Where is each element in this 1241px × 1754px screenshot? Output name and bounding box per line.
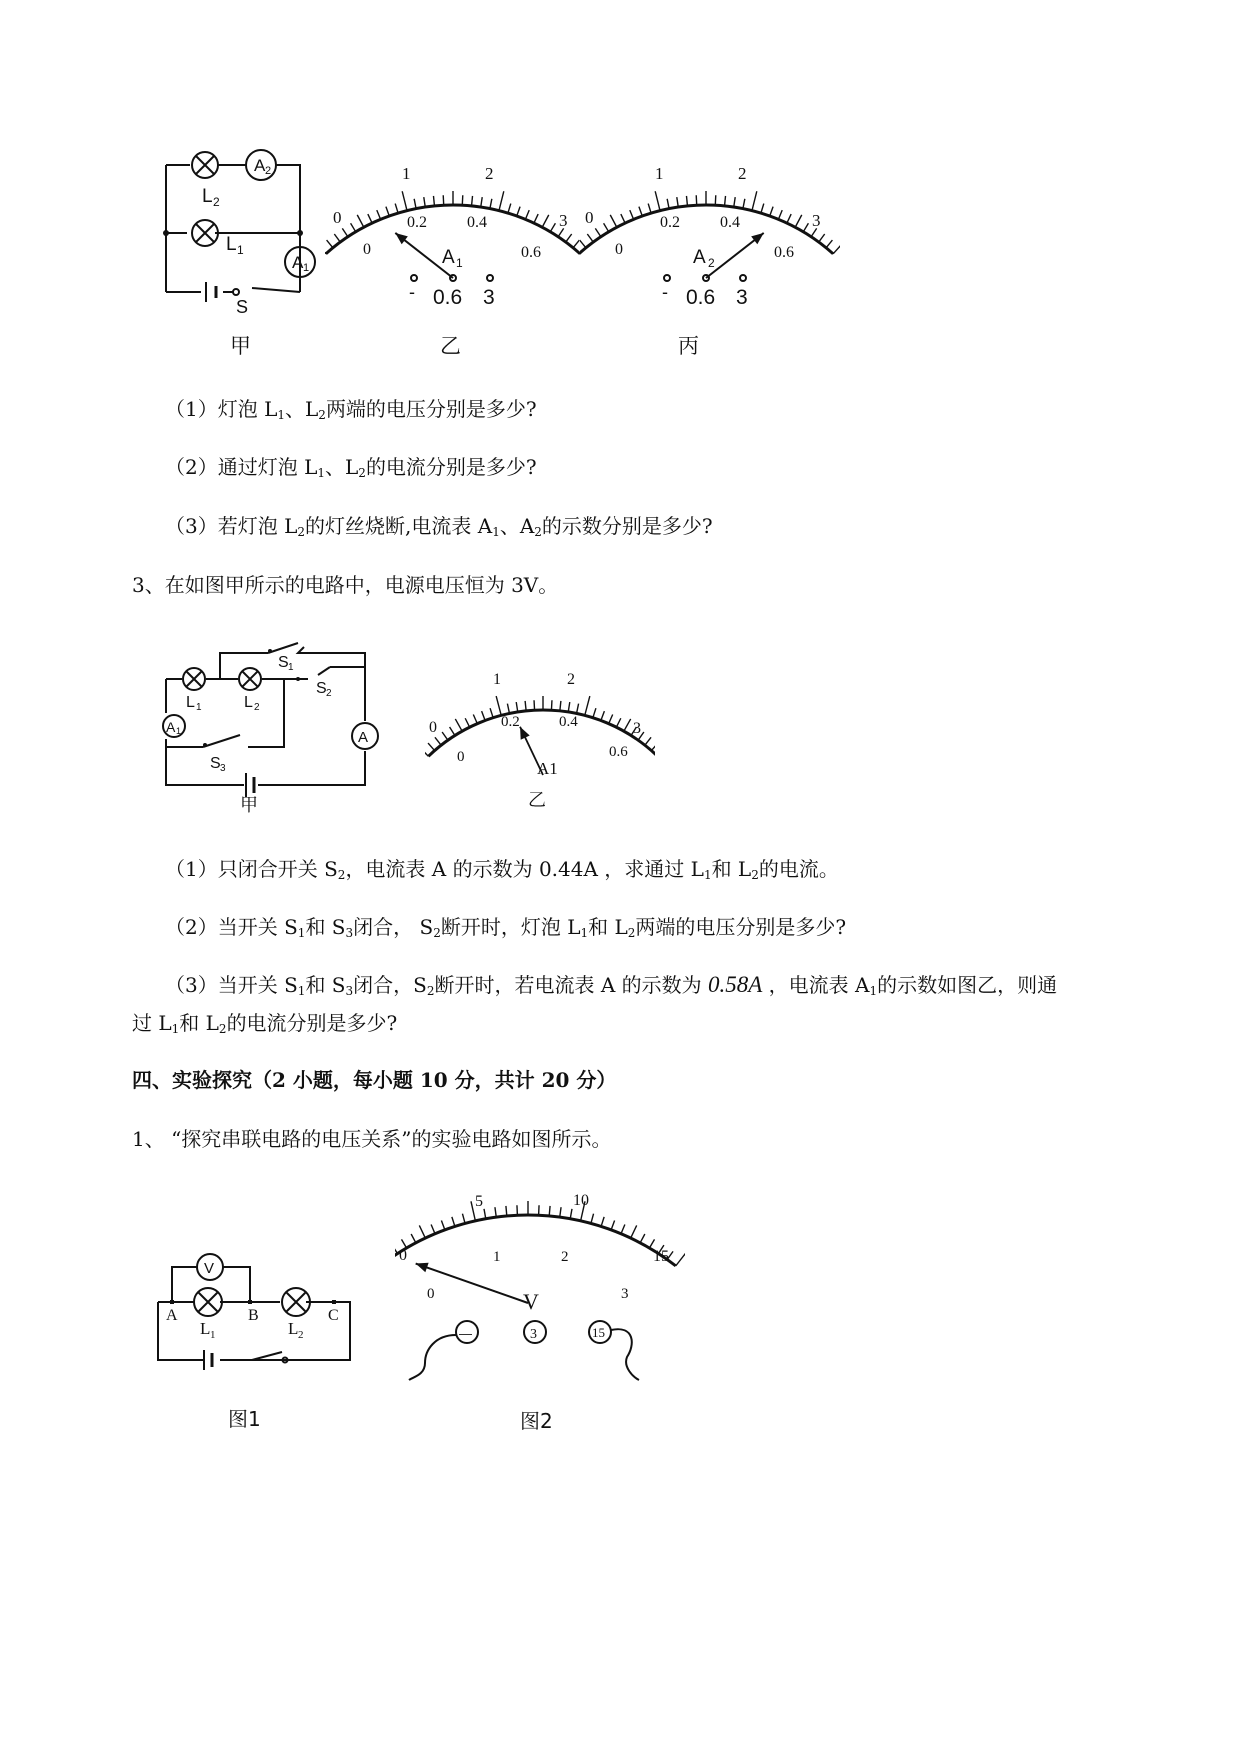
dial-tick xyxy=(795,215,802,227)
dial-tick xyxy=(651,743,655,751)
svg-text:1: 1 xyxy=(655,164,664,183)
dial-tick xyxy=(395,204,398,214)
top-tick-labels xyxy=(585,164,821,230)
dial-tick xyxy=(577,704,579,714)
svg-text:0: 0 xyxy=(429,719,437,736)
q3-part3-cont: 过 $L_1$和 $L_2$的电流分别是多少? xyxy=(132,1011,398,1036)
dial-tick xyxy=(587,234,593,242)
svg-text:C: C xyxy=(328,1307,339,1324)
caption-jia: 甲 xyxy=(230,334,251,358)
dial-tick xyxy=(506,1206,507,1216)
dial-tick xyxy=(609,714,613,723)
dial-tick xyxy=(496,696,501,715)
meter-name: A xyxy=(693,247,706,268)
svg-text:2: 2 xyxy=(254,702,260,713)
top-tick-labels xyxy=(333,164,568,230)
top-tick-labels xyxy=(429,671,641,737)
dial-tick xyxy=(631,1225,637,1238)
dial-tick xyxy=(593,708,596,718)
svg-text:0.6: 0.6 xyxy=(774,244,794,261)
dial-tick xyxy=(778,210,782,219)
dial-tick xyxy=(585,696,590,715)
svg-text:1: 1 xyxy=(303,262,310,274)
dial-tick xyxy=(551,700,552,710)
svg-text:0: 0 xyxy=(363,241,371,258)
circuit-diagram-jia-2 xyxy=(158,635,388,820)
dial-tick xyxy=(573,240,579,248)
dial-tick xyxy=(743,199,745,209)
lamp-L2-icon xyxy=(282,1288,310,1316)
dial-tick xyxy=(752,191,757,210)
svg-text:A: A xyxy=(166,1307,178,1324)
svg-text:1: 1 xyxy=(196,702,202,713)
label-S1: S xyxy=(278,654,289,671)
dial-tick xyxy=(826,240,832,248)
svg-text:0: 0 xyxy=(615,241,623,258)
top-tick-labels xyxy=(399,1192,669,1265)
dial-tick xyxy=(499,191,504,210)
dial-tick xyxy=(482,711,486,720)
svg-text:2: 2 xyxy=(485,164,494,183)
dial-tick xyxy=(624,719,631,731)
dial-tick xyxy=(534,700,535,710)
dial-tick xyxy=(525,701,526,711)
section4-q1: 1、 “探究串联电路的电压关系”的实验电路如图所示。 xyxy=(132,1127,612,1151)
dial-tick xyxy=(517,207,520,216)
dial-tick xyxy=(570,1209,572,1219)
q2-part1: （1）灯泡 $L_1$、$L_2$两端的电压分别是多少? xyxy=(165,397,537,422)
svg-text:L: L xyxy=(200,1319,211,1338)
svg-text:0: 0 xyxy=(457,749,465,765)
q3-part2: （2）当开关 $S_1$和 $S_3$闭合， $S_2$断开时，灯泡 $L_1$和 $L_2$两端的电压分别是多少? xyxy=(165,915,847,940)
svg-text:L: L xyxy=(186,694,195,711)
dial-tick xyxy=(327,240,333,248)
needle-arrowhead xyxy=(751,233,764,244)
dial-tick xyxy=(542,215,549,227)
svg-text:0: 0 xyxy=(399,1247,407,1264)
circuit-diagram-jia-1 xyxy=(160,140,330,340)
dial-tick xyxy=(465,718,469,727)
dial-tick xyxy=(357,215,364,227)
switch-S-icon xyxy=(233,289,239,295)
svg-text:15: 15 xyxy=(592,1325,605,1340)
dial-tick xyxy=(819,234,825,242)
q3-part1: （1）只闭合开关 $S_2$，电流表 A 的示数为 0.44A ，求通过 $L_1$和 $L_2$的电流。 xyxy=(165,857,839,882)
dial-tick xyxy=(630,210,634,219)
dial-tick xyxy=(419,1225,425,1238)
dial-tick xyxy=(473,714,477,723)
dial-tick xyxy=(787,214,791,223)
dial-tick xyxy=(534,214,538,223)
q2-part2: （2）通过灯泡 $L_1$、$L_2$的电流分别是多少? xyxy=(165,455,537,480)
dial-tick xyxy=(472,196,473,206)
svg-text:10: 10 xyxy=(573,1192,589,1209)
dial-arc xyxy=(395,1215,676,1266)
dial-tick xyxy=(525,210,529,219)
caption-fig1: 图1 xyxy=(228,1407,261,1431)
dial-tick xyxy=(803,223,808,232)
dial-tick xyxy=(601,711,605,720)
label-S: S xyxy=(236,297,249,317)
svg-text:3: 3 xyxy=(812,211,821,230)
dial-tick xyxy=(368,214,372,223)
svg-text:3: 3 xyxy=(530,1327,537,1342)
svg-text:L: L xyxy=(244,694,253,711)
svg-text:0.2: 0.2 xyxy=(407,214,427,231)
dial-tick xyxy=(591,1214,594,1224)
meter-name: A1 xyxy=(537,759,558,778)
ammeter-dial-bing xyxy=(580,150,840,320)
svg-text:0.4: 0.4 xyxy=(467,214,487,231)
terminal-minus: - xyxy=(662,282,668,302)
dial-tick xyxy=(325,239,326,254)
dial-tick xyxy=(640,1234,645,1243)
svg-text:2: 2 xyxy=(298,1329,304,1341)
dial-tick xyxy=(568,702,570,712)
dial-tick xyxy=(450,727,455,735)
svg-text:3: 3 xyxy=(633,720,641,737)
svg-text:1: 1 xyxy=(237,243,244,257)
dial-tick xyxy=(560,701,561,711)
label-L1: L xyxy=(226,234,237,255)
dial-tick xyxy=(386,207,389,216)
dial-tick xyxy=(550,223,555,232)
meter-name: V xyxy=(523,1289,539,1314)
caption-jia-2: 甲 xyxy=(240,795,258,815)
ammeter-dial-yi xyxy=(325,150,585,320)
dial-tick xyxy=(442,732,448,740)
terminal-3: 3 xyxy=(483,286,495,309)
lamp-L2-icon xyxy=(239,668,261,690)
dial-tick xyxy=(580,240,586,248)
dial-tick xyxy=(431,1225,435,1234)
needle-arrowhead xyxy=(416,1263,429,1272)
svg-text:0: 0 xyxy=(333,208,342,227)
dial-tick xyxy=(377,210,381,219)
q3-part3: （3）当开关 $S_1$和 $S_3$闭合，$S_2$断开时，若电流表 A 的示数为 0.58A ，电流表 $A_1$的示数如图乙，则通 xyxy=(165,972,1058,998)
dial-tick xyxy=(639,207,642,216)
circuit-figure-1 xyxy=(150,1230,370,1370)
q2-part3: （3）若灯泡 $L_2$的灯丝烧断,电流表 $A_1$、$A_2$的示数分别是多少? xyxy=(165,514,713,539)
svg-text:L: L xyxy=(288,1319,299,1338)
svg-text:2: 2 xyxy=(567,671,575,688)
svg-text:2: 2 xyxy=(561,1249,569,1265)
lamp-L1-icon xyxy=(192,220,218,246)
battery-icon xyxy=(204,1350,212,1370)
svg-text:2: 2 xyxy=(213,195,220,209)
dial-tick xyxy=(667,199,669,209)
needle-arrowhead xyxy=(395,233,408,244)
dial-tick xyxy=(507,704,509,714)
label-L2: L xyxy=(202,186,213,207)
voltmeter-dial-fig2 xyxy=(395,1185,685,1385)
dial-tick xyxy=(616,718,620,727)
dial-tick xyxy=(334,234,340,242)
svg-text:3: 3 xyxy=(559,211,568,230)
svg-text:0.2: 0.2 xyxy=(660,214,680,231)
caption-yi: 乙 xyxy=(440,334,461,358)
svg-text:1: 1 xyxy=(210,1329,216,1341)
dial-tick xyxy=(549,1206,550,1216)
dial-tick xyxy=(508,204,511,214)
ammeter-dial-yi-2 xyxy=(425,660,655,820)
label-S3: S xyxy=(210,755,221,772)
lamp-L1-icon xyxy=(183,668,205,690)
dial-tick xyxy=(424,197,425,207)
dial-tick xyxy=(676,1250,685,1266)
dial-tick xyxy=(490,708,493,718)
svg-text:A: A xyxy=(166,719,176,735)
dial-tick xyxy=(601,1217,604,1227)
svg-text:1: 1 xyxy=(493,671,501,688)
section4-title: 四、实验探究（2 小题，每小题 10 分，共计 20 分） xyxy=(132,1068,617,1092)
dial-tick xyxy=(611,1220,614,1229)
dial-tick xyxy=(649,1239,654,1248)
dial-tick xyxy=(441,1220,444,1229)
svg-text:A: A xyxy=(254,156,266,175)
battery-icon xyxy=(246,773,254,797)
dial-tick xyxy=(516,702,518,712)
dial-tick xyxy=(770,207,773,216)
label-S2: S xyxy=(316,680,327,697)
svg-text:B: B xyxy=(248,1307,259,1324)
dial-tick xyxy=(595,228,601,236)
dial-tick xyxy=(452,1217,455,1227)
meter-name: A xyxy=(442,247,455,268)
dial-tick xyxy=(677,197,678,207)
dial-tick xyxy=(433,196,434,206)
dial-tick xyxy=(655,191,660,210)
dial-tick xyxy=(481,197,482,207)
svg-text:1: 1 xyxy=(176,726,182,736)
dial-tick xyxy=(428,743,435,751)
caption-bing: 丙 xyxy=(678,334,699,358)
svg-text:1: 1 xyxy=(402,164,411,183)
dial-tick xyxy=(648,204,651,214)
terminal-3: 3 xyxy=(736,286,748,309)
svg-text:V: V xyxy=(204,1260,215,1277)
dial-tick xyxy=(560,1207,561,1217)
svg-text:0.4: 0.4 xyxy=(720,214,740,231)
lamp-L1-icon xyxy=(194,1288,222,1316)
svg-text:2: 2 xyxy=(708,256,715,270)
dial-tick xyxy=(351,223,356,232)
dial-tick xyxy=(604,223,609,232)
dial-tick xyxy=(833,239,840,254)
dial-tick xyxy=(395,1245,398,1253)
dial-tick xyxy=(435,737,441,745)
dial-tick xyxy=(725,196,726,206)
dial-tick xyxy=(645,737,651,745)
svg-text:0: 0 xyxy=(585,208,594,227)
caption-yi-2: 乙 xyxy=(528,790,546,810)
svg-text:A: A xyxy=(358,729,369,746)
svg-text:0.6: 0.6 xyxy=(609,744,628,760)
svg-text:2: 2 xyxy=(265,165,272,177)
svg-text:1: 1 xyxy=(493,1249,501,1265)
svg-text:3: 3 xyxy=(621,1286,629,1302)
svg-text:0.6: 0.6 xyxy=(521,244,541,261)
dial-tick xyxy=(462,1214,465,1224)
dial-tick xyxy=(425,742,428,756)
dial-tick xyxy=(411,1234,416,1243)
caption-fig2: 图2 xyxy=(520,1409,553,1433)
svg-text:3: 3 xyxy=(220,763,226,774)
q3-stem: 3、在如图甲所示的电路中，电源电压恒为 3V。 xyxy=(132,573,559,597)
dial-tick xyxy=(761,204,764,214)
dial-tick xyxy=(402,191,407,210)
terminal-minus: - xyxy=(409,282,415,302)
svg-text:A: A xyxy=(292,253,304,272)
svg-text:0.2: 0.2 xyxy=(501,714,520,730)
svg-text:5: 5 xyxy=(475,1193,483,1210)
svg-text:2: 2 xyxy=(326,688,332,699)
dial-ticks xyxy=(395,1201,685,1266)
dial-tick xyxy=(342,228,348,236)
svg-text:0.4: 0.4 xyxy=(559,714,578,730)
dial-tick xyxy=(414,199,416,209)
dial-tick xyxy=(621,1225,625,1234)
dial-tick xyxy=(484,1209,486,1219)
battery-icon xyxy=(206,282,216,302)
dial-tick xyxy=(621,214,625,223)
dial-tick xyxy=(686,196,687,206)
dial-tick xyxy=(455,719,462,731)
dial-tick xyxy=(495,1207,496,1217)
dial-tick xyxy=(610,215,617,227)
svg-text:0: 0 xyxy=(427,1286,435,1302)
terminal-0.6: 0.6 xyxy=(686,286,716,309)
svg-text:—: — xyxy=(459,1326,472,1341)
terminal-0.6: 0.6 xyxy=(433,286,463,309)
dial-tick xyxy=(490,199,492,209)
svg-text:1: 1 xyxy=(456,256,463,270)
dial-tick xyxy=(566,234,572,242)
svg-text:1: 1 xyxy=(288,662,294,673)
svg-text:2: 2 xyxy=(738,164,747,183)
svg-text:15: 15 xyxy=(653,1248,669,1265)
dial-tick xyxy=(734,197,735,207)
